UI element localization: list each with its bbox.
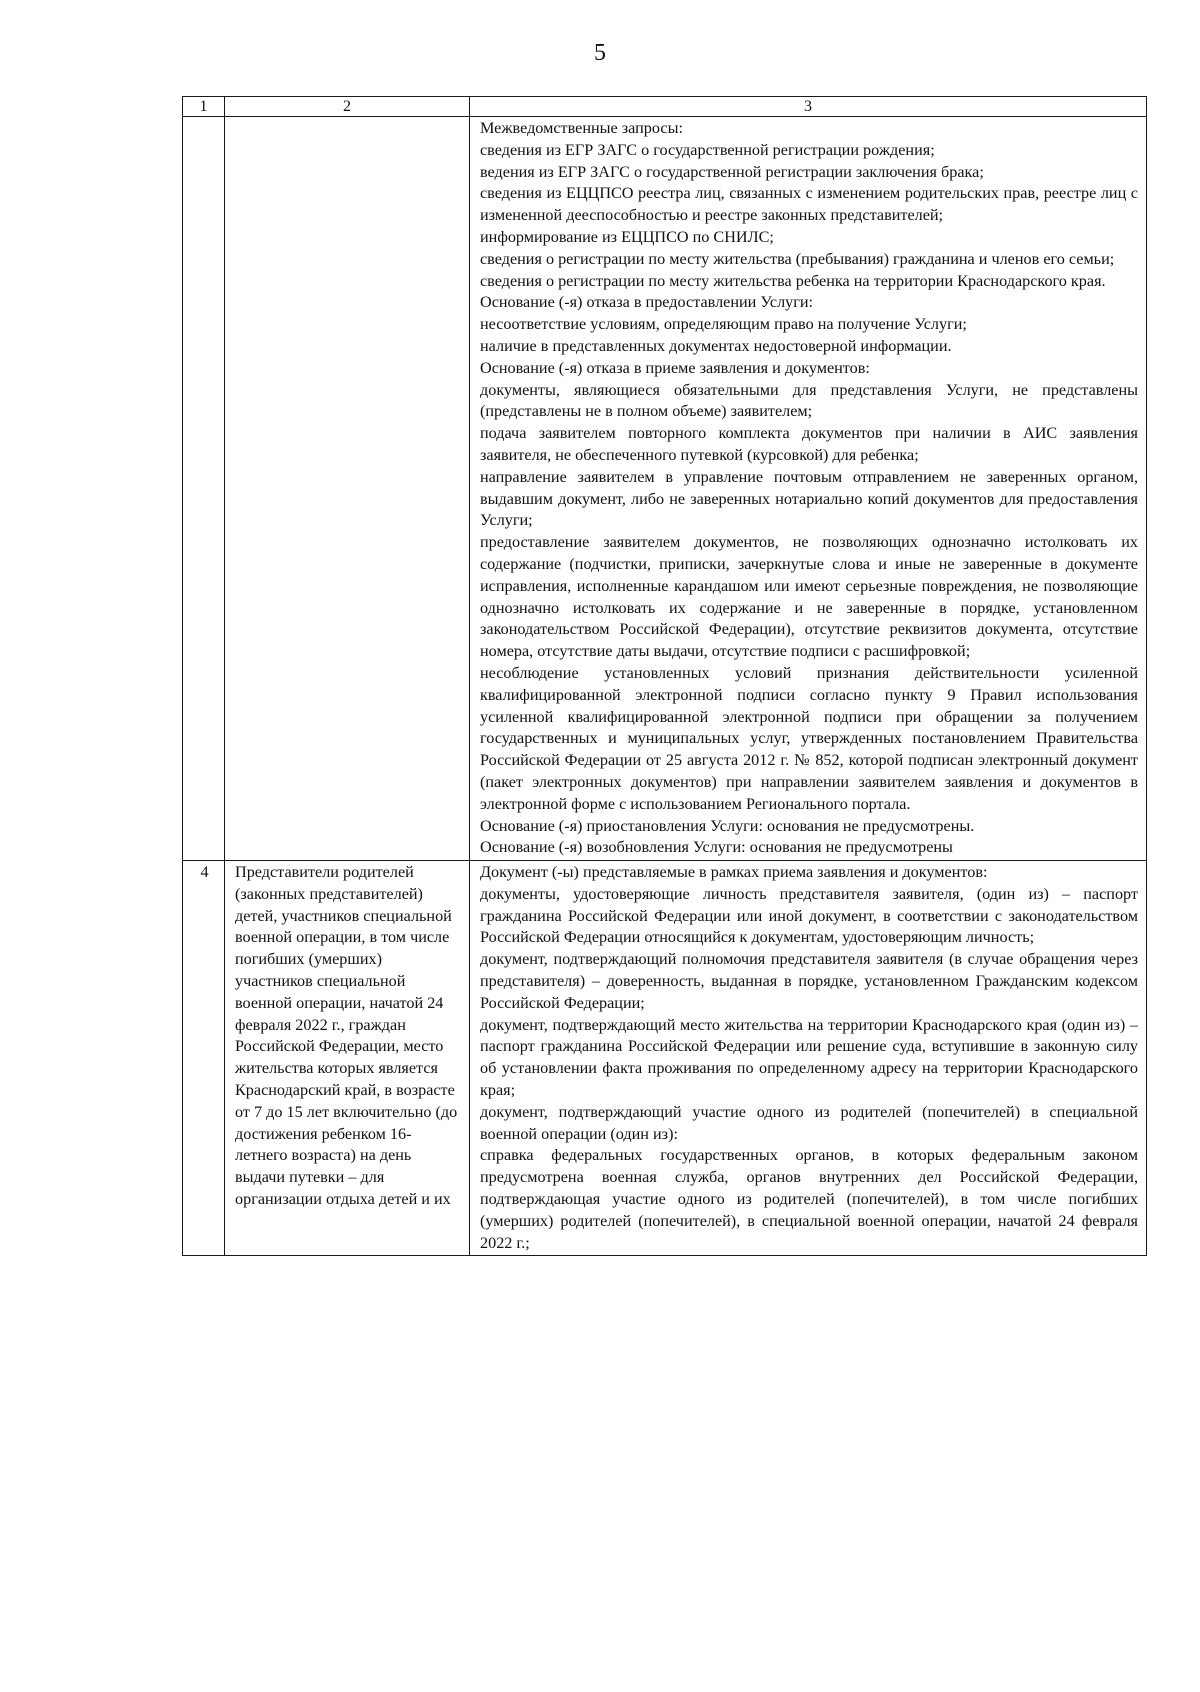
- services-table: [182, 96, 1147, 1256]
- details-line: документ, подтверждающий участие одного из родителей (попечителей) в специальной военной операции (один из):: [480, 1102, 1138, 1143]
- details-line: предоставление заявителем документов, не позволяющих однозначно истолковать их содержание (подчистки, приписки, зачеркнутые слова и иные не заверенные в документе исправления, исполненные карандашом или имеют серьезные повреждения, не позволяющие однозначно истолковать их содержание и не заверенные в порядке, установленном законодательством Российской Федерации), отсутствие реквизитов документа, отсутствие номера, отсутствие даты выдачи, отсутствие подписи с расшифровкой;: [480, 533, 1138, 661]
- details-line: справка федеральных государственных органов, в которых федеральным законом предусмотрена военная служба, органов внутренних дел Российской Федерации, подтверждающая участие одного из родителей (попечителей), в том числе погибших (умерших) родителей (попечителей), в специальной военной операции, начатой 24 февраля 2022 г.;: [480, 1146, 1138, 1252]
- details-line: информирование из ЕЦЦПСО по СНИЛС;: [480, 227, 774, 246]
- details-line: ведения из ЕГР ЗАГС о государственной регистрации заключения брака;: [480, 162, 984, 181]
- details-line: сведения из ЕГР ЗАГС о государственной регистрации рождения;: [480, 140, 935, 159]
- details-line: документ, подтверждающий место жительства на территории Краснодарского края (один из) – паспорт гражданина Российской Федерации или решение суда, вступившие в законную силу об установлении факта проживания по определенному адресу на территории Краснодарского края;: [480, 1015, 1138, 1100]
- details-line: сведения из ЕЦЦПСО реестра лиц, связанных с изменением родительских прав, реестре лиц с измененной дееспособностью и реестре законных представителей;: [480, 184, 1138, 225]
- details-line: сведения о регистрации по месту жительства (пребывания) гражданина и членов его семьи;: [480, 249, 1115, 268]
- details-line: Основание (-я) возобновления Услуги: основания не предусмотрены: [480, 838, 953, 857]
- details-line: Основание (-я) отказа в приеме заявления и документов:: [480, 358, 870, 377]
- page-number: 5: [594, 40, 606, 66]
- details-line: несоответствие условиям, определяющим право на получение Услуги;: [480, 315, 967, 334]
- applicant-category-cell: [225, 117, 470, 861]
- table-header-row: [183, 97, 1147, 117]
- details-line: сведения о регистрации по месту жительства ребенка на территории Краснодарского края.: [480, 271, 1106, 290]
- details-line: Основание (-я) отказа в предоставлении Услуги:: [480, 293, 814, 312]
- details-line: несоблюдение установленных условий признания действительности усиленной квалифицированной электронной подписи согласно пункту 9 Правил использования усиленной квалифицированной электронной подписи при обращении за получением государственных и муниципальных услуг, утвержденных постановлением Правительства Российской Федерации от 25 августа 2012 г. № 852, которой подписан электронный документ (пакет электронных документов) при направлении заявителем заявления и документов в электронной форме с использованием Регионального портала.: [480, 663, 1138, 813]
- service-details-cell: [470, 861, 1147, 1256]
- details-line: документы, являющиеся обязательными для представления Услуги, не представлены (представлены не в полном объеме) заявителем;: [480, 380, 1138, 421]
- details-line: Документ (-ы) представляемые в рамках приема заявления и документов:: [480, 863, 988, 882]
- row-number-cell: [183, 117, 225, 861]
- details-line: документ, подтверждающий полномочия представителя заявителя (в случае обращения через представителя) – доверенность, выданная в порядке, установленном Гражданским кодексом Российской Федерации;: [480, 950, 1138, 1012]
- details-line: документы, удостоверяющие личность представителя заявителя, (один из) – паспорт гражданина Российской Федерации или иной документ, в соответствии с законодательством Российской Федерации относящийся к документам, удостоверяющим личность;: [480, 884, 1138, 947]
- table-row: [183, 861, 1147, 1256]
- service-details-cell: [470, 117, 1147, 861]
- header-col-3: 3: [470, 97, 1147, 117]
- applicant-category-cell: Представители родителей (законных представителей) детей, участников специальной военной операции, в том числе погибших (умерших) участников специальной военной операции, начатой 24 февраля 2022 г., граждан Российской Федерации, место жительства которых является Краснодарский край, в возрасте от 7 до 15 лет включительно (до достижения ребенком 16-летнего возраста) на день выдачи путевки – для организации отдыха детей и их: [225, 861, 470, 1256]
- header-col-2: 2: [225, 97, 470, 117]
- header-col-1: 1: [183, 97, 225, 117]
- details-line: подача заявителем повторного комплекта документов при наличии в АИС заявления заявителя, не обеспеченного путевкой (курсовкой) для ребенка;: [480, 424, 1138, 464]
- details-line: направление заявителем в управление почтовым отправлением не заверенных органом, выдавшим документ, либо не заверенных нотариально копий документов для предоставления Услуги;: [480, 467, 1138, 530]
- details-line: Межведомственные запросы:: [480, 119, 683, 137]
- table-row: [183, 117, 1147, 861]
- details-line: наличие в представленных документах недостоверной информации.: [480, 336, 952, 355]
- details-line: Основание (-я) приостановления Услуги: основания не предусмотрены.: [480, 816, 975, 835]
- row-number-cell: 4: [183, 861, 225, 1256]
